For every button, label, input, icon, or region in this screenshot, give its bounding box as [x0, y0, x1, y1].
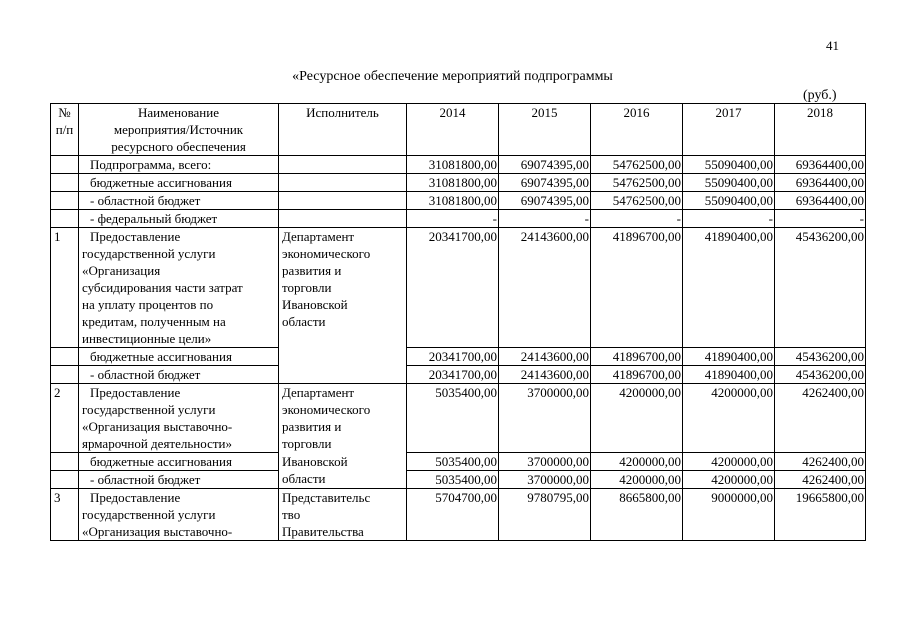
item-3-name: Предоставление государственной услуги «Организация выставочно-: [79, 489, 279, 541]
item-3-row: 3 Предоставление государственной услуги «Организация выставочно- Представительс тво Правительства 5704700,00 9780795,00 8665800,00 9000000,00 19665800,00: [51, 489, 866, 541]
resource-table: [50, 103, 866, 541]
header-num: № п/п: [51, 104, 79, 156]
summary-row-regional: - областной бюджет 31081800,00 69074395,00 54762500,00 55090400,00 69364400,00: [51, 192, 866, 210]
header-year-2015: 2015: [499, 104, 591, 156]
item-2-executor: Департамент экономического развития и торговли: [279, 384, 407, 453]
summary-row-budget: бюджетные ассигнования 31081800,00 69074395,00 54762500,00 55090400,00 69364400,00: [51, 174, 866, 192]
header-year-2017: 2017: [683, 104, 775, 156]
header-year-2016: 2016: [591, 104, 683, 156]
item-1-name: Предоставление государственной услуги «Организация субсидирования части затрат на уплату процентов по кредитам, полученным на инвестиционные цели»: [79, 228, 279, 348]
header-name: Наименование мероприятия/Источник ресурсного обеспечения: [79, 104, 279, 156]
item-1-executor: Департамент экономического развития и торговли Ивановской области: [279, 228, 407, 384]
item-2-name: Предоставление государственной услуги «Организация выставочно- ярмарочной деятельности»: [79, 384, 279, 453]
page-number: 41: [826, 38, 839, 53]
item-number: 3: [51, 489, 79, 541]
item-2-regional-row: - областной бюджет 5035400,00 3700000,00 4200000,00 4200000,00 4262400,00: [51, 471, 866, 489]
table-title: «Ресурсное обеспечение мероприятий подпрограммы: [292, 69, 613, 84]
item-2-budget-row: бюджетные ассигнования Ивановской области 5035400,00 3700000,00 4200000,00 4200000,00 4262400,00: [51, 453, 866, 471]
item-1-row: 1 Предоставление государственной услуги «Организация субсидирования части затрат на уплату процентов по кредитам, полученным на инвестиционные цели» Департамент экономического развития и торговли Ивановской области 20341700,00 24143600,00 41896700,00 41890400,00 45436200,00: [51, 228, 866, 348]
item-number: 2: [51, 384, 79, 453]
item-2-executor-cont: Ивановской области: [279, 453, 407, 489]
item-3-executor: Представительс тво Правительства: [279, 489, 407, 541]
unit-label: (руб.): [803, 88, 837, 103]
item-number: 1: [51, 228, 79, 348]
item-2-row: 2 Предоставление государственной услуги «Организация выставочно- ярмарочной деятельности» Департамент экономического развития и торговли 5035400,00 3700000,00 4200000,00 4200000,00 4262400,00: [51, 384, 866, 453]
header-executor: Исполнитель: [279, 104, 407, 156]
item-1-regional-row: - областной бюджет 20341700,00 24143600,00 41896700,00 41890400,00 45436200,00: [51, 366, 866, 384]
summary-row-total: Подпрограмма, всего: 31081800,00 69074395,00 54762500,00 55090400,00 69364400,00: [51, 156, 866, 174]
item-1-budget-row: бюджетные ассигнования 20341700,00 24143600,00 41896700,00 41890400,00 45436200,00: [51, 348, 866, 366]
header-year-2018: 2018: [775, 104, 866, 156]
header-row: [51, 104, 866, 156]
header-year-2014: 2014: [407, 104, 499, 156]
summary-row-federal: - федеральный бюджет - - - - -: [51, 210, 866, 228]
